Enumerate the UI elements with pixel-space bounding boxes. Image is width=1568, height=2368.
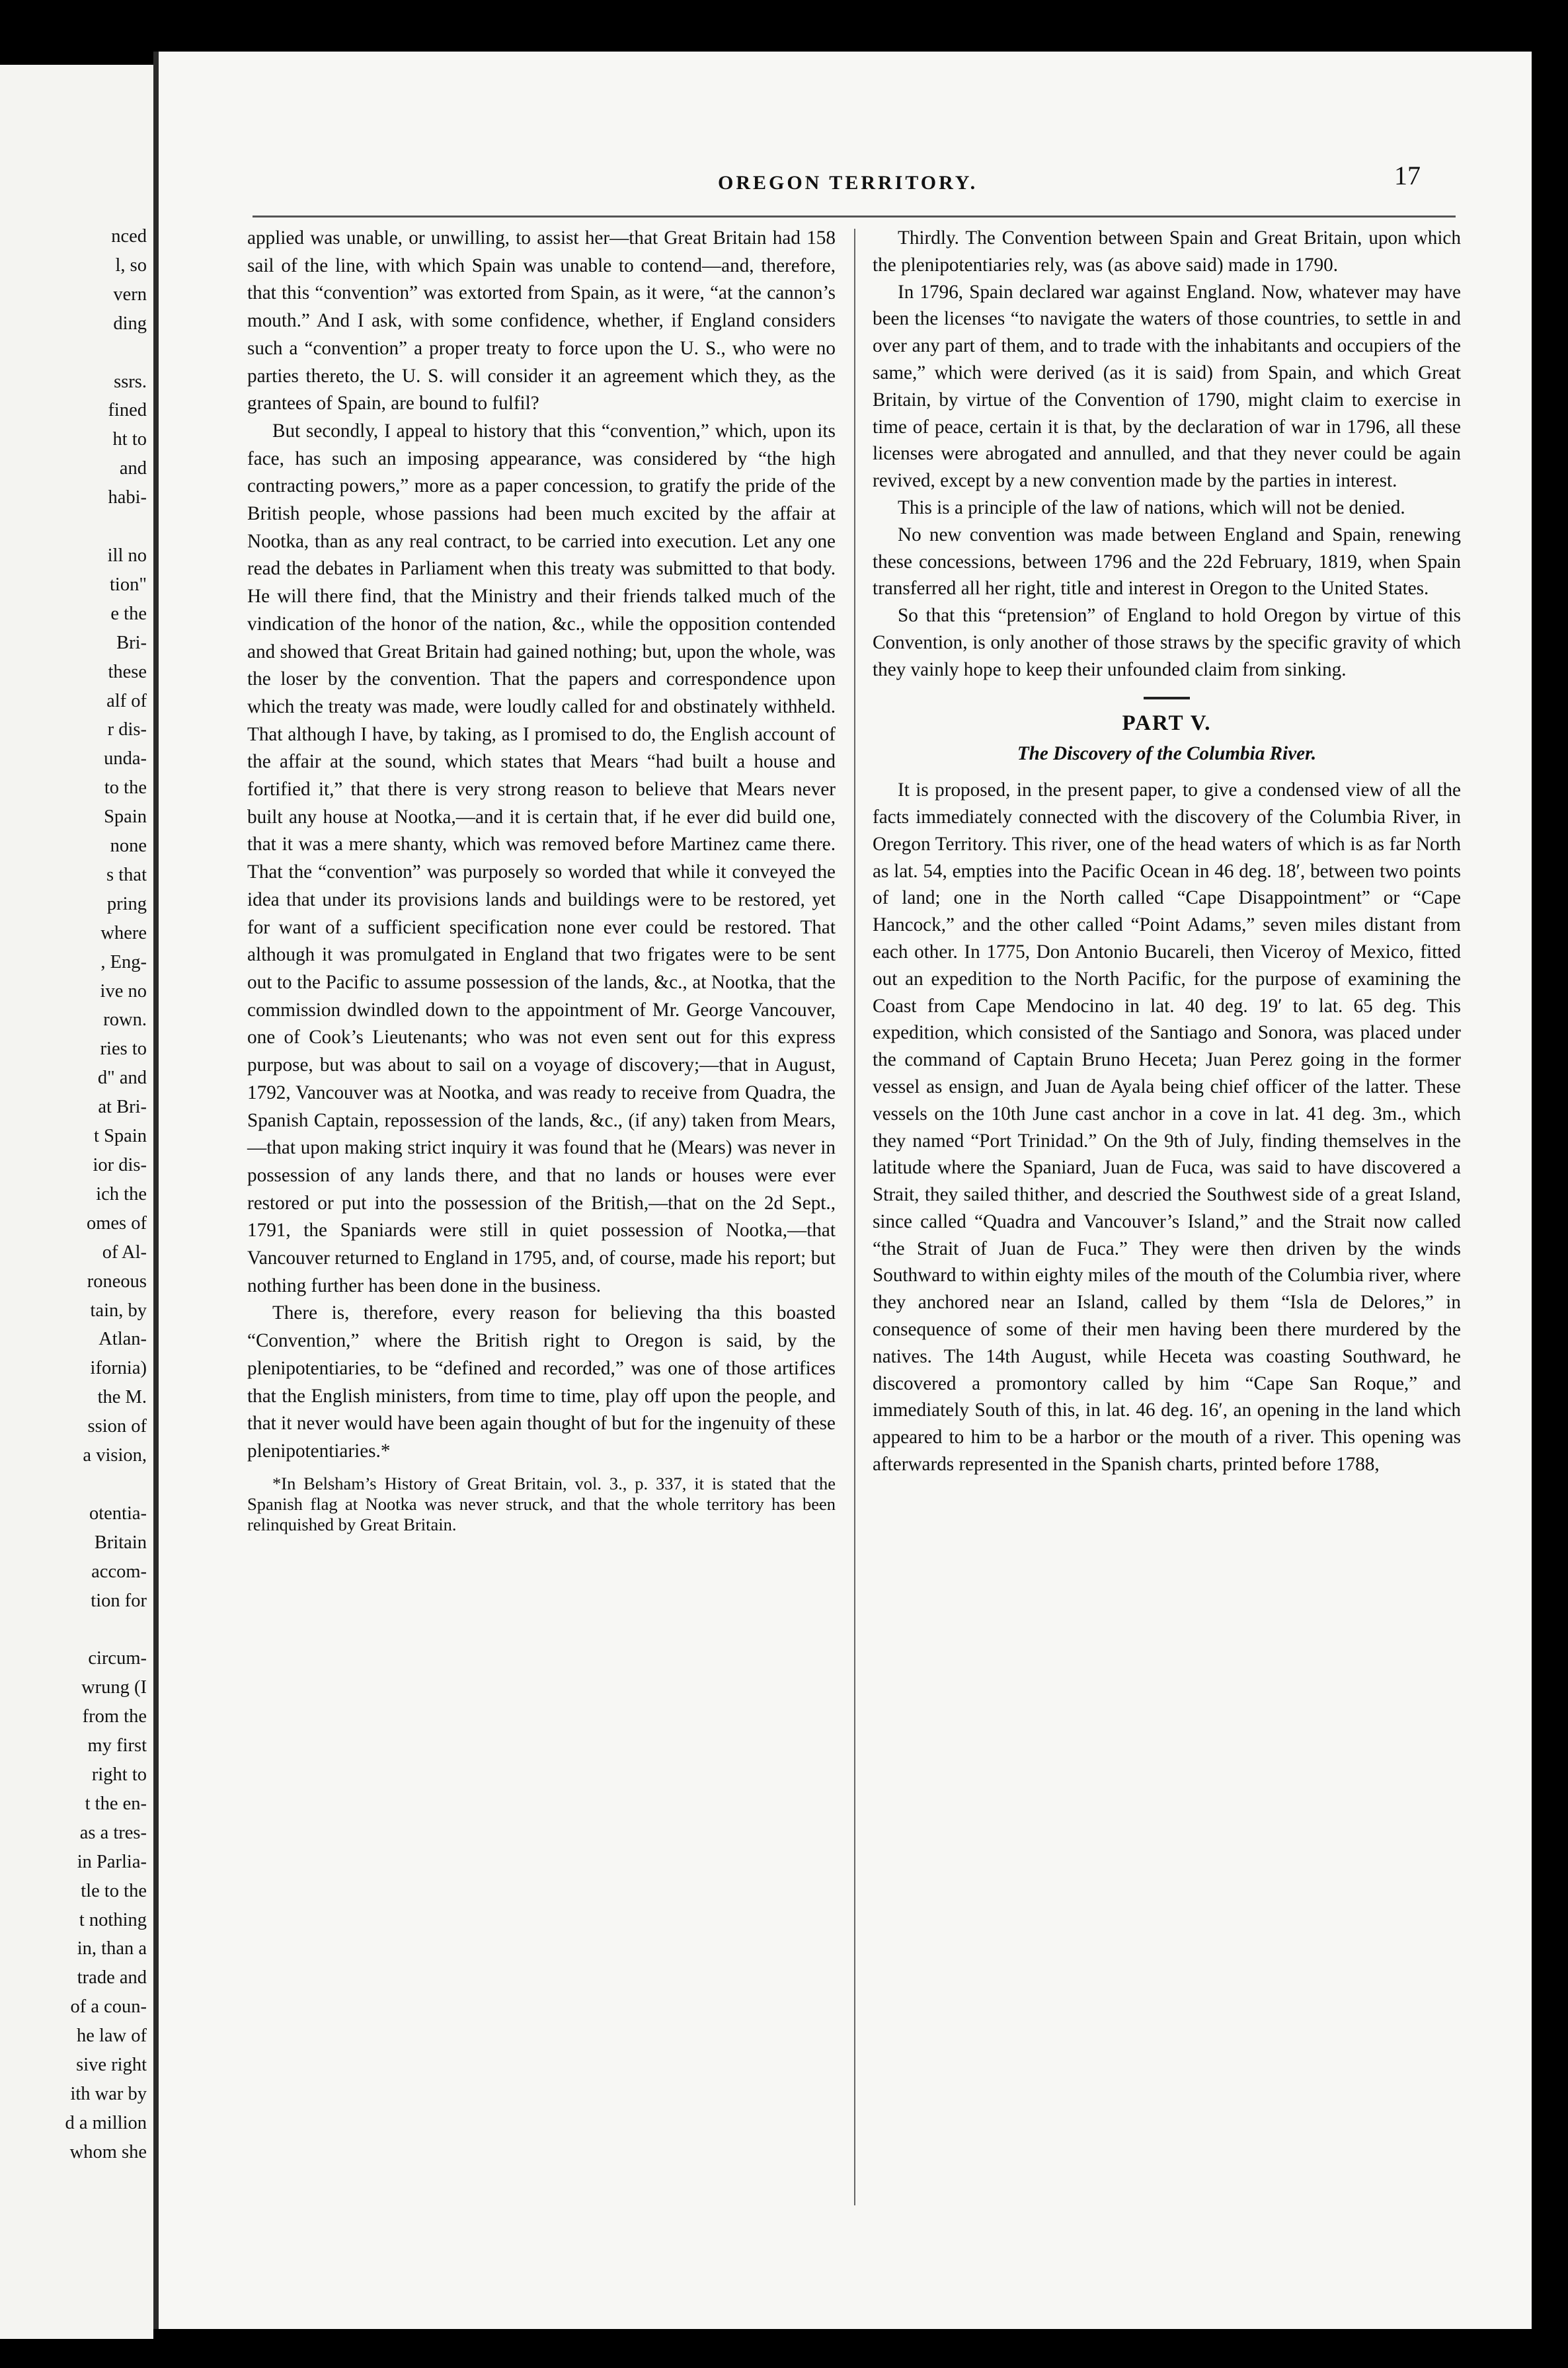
header-rule (253, 216, 1456, 217)
paragraph: It is proposed, in the present paper, to give a condensed view of all the facts immediately connected with the discovery of the Columbia River, in Oregon Territory. This river, one of the head waters of which is as far North as lat. 54, empties into the Pacific Ocean in 46 deg. 18′, between two points of land; one in the North called “Cape Disappointment” or “Cape Hancock,” and the other called “Point Adams,” seven miles distant from each other. In 1775, Don Antonio Bucareli, then Viceroy of Mexico, fitted out an expedition to the North Pacific, for the purpose of examining the Coast from Cape Mendocino in lat. 40 deg. 19′ to lat. 65 deg. This expedition, which consisted of the Santiago and Sonora, was placed under the command of Captain Bruno Heceta; Juan Perez going in the former vessel as ensign, and Juan de Ayala being chief officer of the latter. These vessels on the 10th June cast anchor in a cove in lat. 41 deg. 3m., which they named “Port Trinidad.” On the 9th of July, finding themselves in the latitude where the Spaniard, Juan de Fuca, was said to have discovered a Strait, they sailed thither, and descried the Southwest side of a great Island, since called “Quadra and Vancouver’s Island,” and the Strait now called “the Strait of Juan de Fuca.” They were then driven by the winds Southward to within eighty miles of the mouth of the Columbia river, where they anchored near an Island, called by them “Isla de Delores,” in consequence of some of their men having been there murdered by the natives. The 14th August, while Heceta was coasting Southward, he discovered a promontory called by him “Cape San Roque,” and immediately South of this, in lat. 46 deg. 16′, an opening in the land which appeared to him to be a harbor or the mouth of a river. This opening was afterwards represented in the Spanish charts, printed before 1788, (873, 779, 1461, 1476)
paragraph: In 1796, Spain declared war against England. Now, whatever may have been the licenses “to navigate the waters of those countries, to settle in and over any part of them, and to trade with the inhabitants and occupiers of the same,” which were derived (as it is said) from Spain, and which Great Britain, by virtue of the Convention of 1790, might claim to exercise in time of peace, certain it is that, by the declaration of war in 1796, all these licenses were abrogated and annulled, and that they never could be again revived, except by a new convention made by the parties in interest. (873, 281, 1461, 492)
right-column (873, 225, 1461, 1478)
paragraph: Thirdly. The Convention between Spain and Great Britain, upon which the plenipotentiaries rely, was (as above said) made in 1790. (873, 227, 1461, 276)
column-divider (854, 229, 855, 2205)
book-page (153, 52, 1532, 2329)
page-header (153, 161, 1532, 204)
previous-page-text: nced l, so vern ding ssrs. fined ht to and habi- ill no tion" e the Bri- these alf of r dis- unda- to the Spain none s that pring where , Eng- ive no rown. ries to d" and at Bri- t Spain ior dis- ich the omes of of Al- roneous tain, by Atlan- ifornia) the M. ssion of a vision, otentia- Britain accom- tion for circum- wrung (I from the my first right to t the en- as a tres- in Parlia- tle to the t nothing in, than a trade and of a coun- he law of sive right ith war by d a million whom she (65, 226, 147, 2162)
paragraph: This is a principle of the law of nations, which will not be denied. (898, 496, 1405, 518)
part-heading: PART V. (1122, 711, 1212, 735)
footnote: *In Belsham’s History of Great Britain, vol. 3., p. 337, it is stated that the Spanish flag at Nootka was never struck, and that the whole territory has been relinquished by Great Britain. (247, 1473, 836, 1534)
paragraph: But secondly, I appeal to history that this “convention,” which, upon its face, has such an imposing appearance, was considered by “the high contracting powers,” more as a paper concession, to gratify the pride of the British people, whose passions had been much excited by the affair at Nootka, than as any real contract, to be carried into execution. Let any one read the debates in Parliament when this treaty was submitted to that body. He will there find, that the Ministry and their friends talked much of the vindication of the honor of the nation, &c., while the opposition contended and showed that Great Britain had gained nothing; but, upon the whole, was the loser by the convention. That the papers and correspondence upon which the treaty was made, were loudly called for and obstinately withheld. That although I have, by taking, as I promised to do, the English account of the affair at the sound, which states that Mears “had built a house and fortified it,” that there is very strong reason to believe that Mears never built any house at Nootka,—and it is certain that, if he ever did build one, that it was a mere shanty, which was removed before Martinez came there. That the “convention” was purposely so worded that while it conveyed the idea that under its provisions lands and buildings were to be restored, yet for want of a sufficient specification none ever could be restored. That although it was promulgated in England that two frigates were to be sent out to the Pacific to assume possession of the lands, &c., at Nootka, that the commission dwindled down to the appointment of Mr. George Vancouver, one of Cook’s Lieutenants; who was not even sent out for this express purpose, but was about to sail on a voyage of discovery;—that in August, 1792, Vancouver was at Nootka, and was ready to receive from Quadra, the Spanish Captain, repossession of the lands, &c., (if any) taken from Mears,—that upon making strict inquiry it was found that he (Mears) was never in possession of any lands there, and that no lands or houses were ever restored or put into the possession of the British,—that on the 2d Sept., 1791, the Spaniards were still in quiet possession of Nootka,—that Vancouver returned to England in 1795, and, of course, made his report; but nothing further has been done in the business. (247, 420, 836, 1296)
paragraph: There is, therefore, every reason for believing tha this boasted “Convention,” where the British right to Oregon is said, by the plenipotentiaries, to be “defined and recorded,” was one of those artifices that the English ministers, from time to time, play off upon the people, and that it never would have been again thought of but for the ingenuity of these plenipotentiaries.* (247, 1302, 836, 1462)
running-title: OREGON TERRITORY. (718, 172, 978, 194)
paragraph: applied was unable, or unwilling, to assist her—that Great Britain had 158 sail of the line, with which Spain was unable to contend—and, therefore, that this “convention” was extorted from Spain, as it were, “at the cannon’s mouth.” And I ask, with some confidence, whether, if England considers such a “convention” a proper treaty to force upon the U. S., who were no parties thereto, the U. S. will consider it an agreement which they, as the grantees of Spain, are bound to fulfil? (247, 227, 836, 414)
paragraph: No new convention was made between England and Spain, renewing these concessions, between 1796 and the 22d February, 1819, when Spain transferred all her right, title and interest in Oregon to the United States. (873, 524, 1461, 600)
page-number: 17 (1394, 161, 1421, 190)
section-rule (1144, 697, 1190, 699)
page-gutter (153, 52, 159, 2329)
part-subtitle: The Discovery of the Columbia River. (1017, 743, 1317, 765)
left-column (247, 225, 836, 1535)
paragraph: So that this “pretension” of England to hold Oregon by virtue of this Convention, is only another of those straws by the specific gravity of which they vainly hope to keep their unfounded claim from sinking. (873, 605, 1461, 680)
previous-page-edge (0, 65, 153, 2339)
